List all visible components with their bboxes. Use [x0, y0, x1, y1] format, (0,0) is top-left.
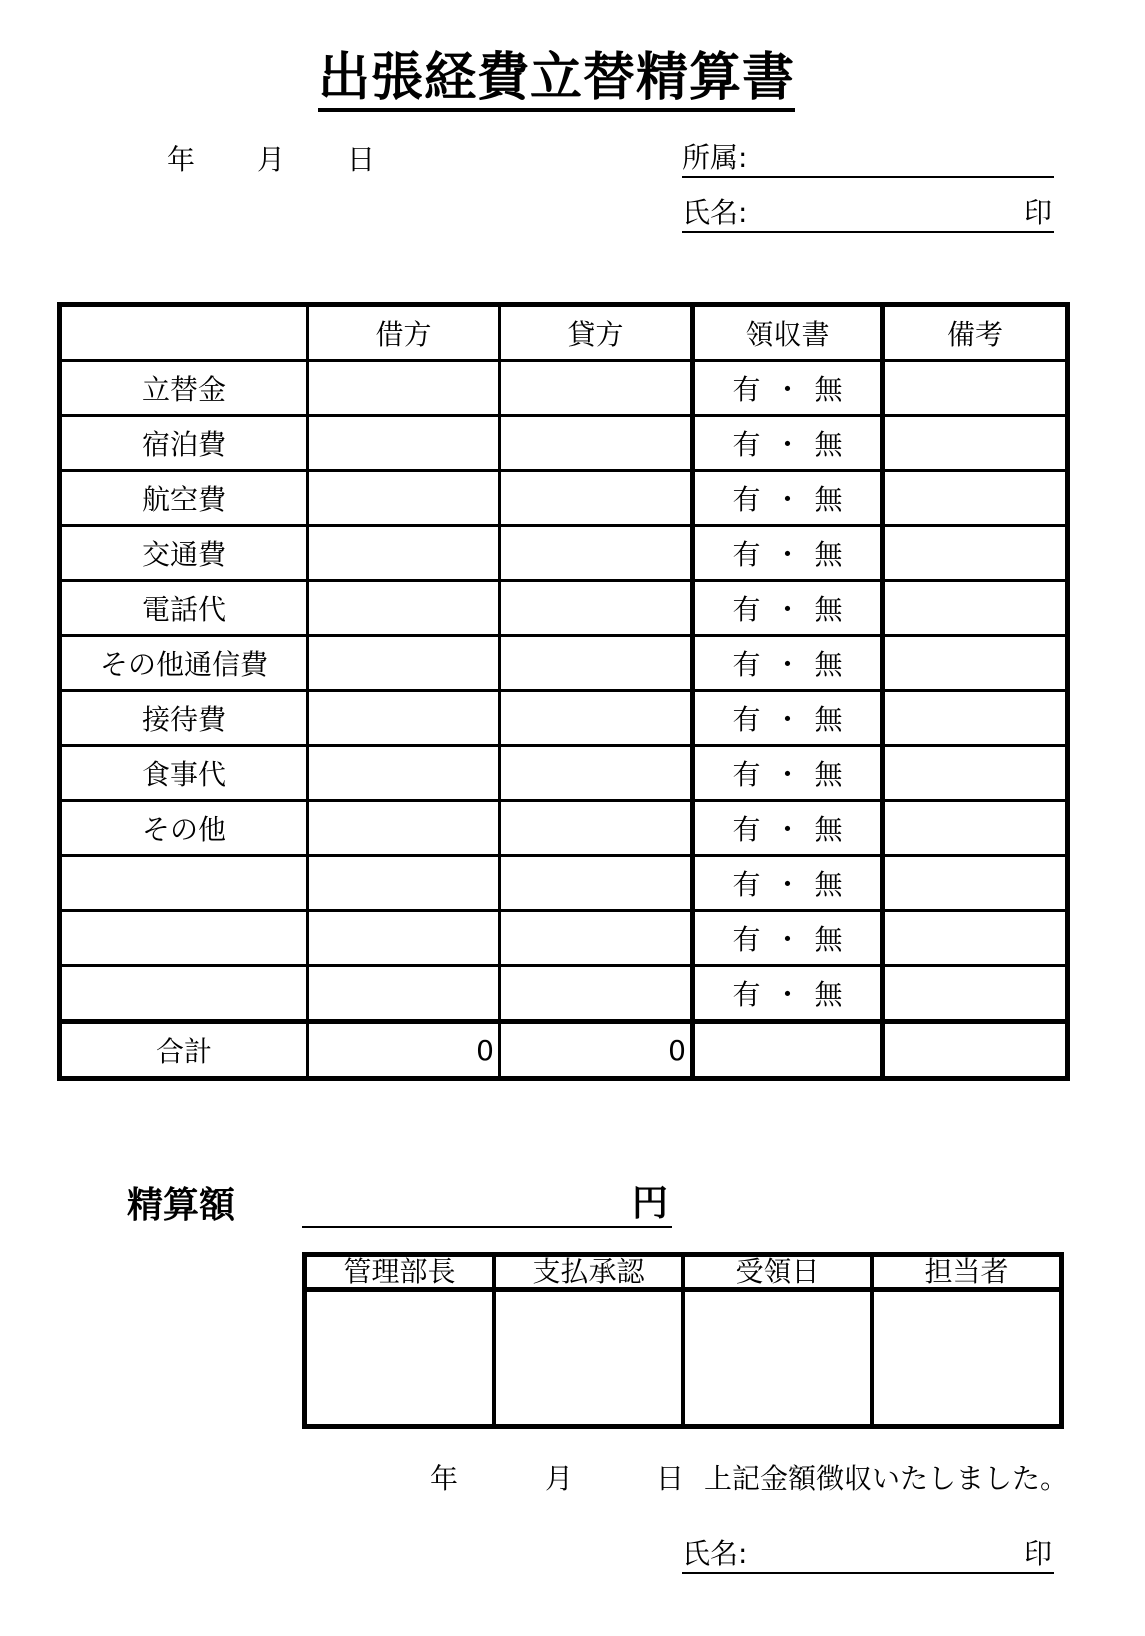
footer-date-month: 月	[545, 1462, 574, 1495]
table-row	[60, 856, 1068, 911]
receipt-no-option[interactable]: 無	[814, 428, 843, 461]
header-cell-credit: 貸方	[500, 305, 693, 361]
receipt-cell	[693, 471, 883, 526]
notes-cell[interactable]	[883, 966, 1068, 1022]
row-label	[60, 911, 308, 966]
date-year-label: 年	[167, 143, 196, 176]
receipt-cell	[693, 911, 883, 966]
page-title: 出張経費立替精算書	[318, 52, 795, 112]
total-label: 合計	[60, 1022, 308, 1079]
receipt-yes-option[interactable]: 有	[732, 813, 761, 846]
credit-cell[interactable]	[500, 691, 693, 746]
approval-stamp-cell[interactable]	[305, 1290, 495, 1427]
receipt-cell	[693, 746, 883, 801]
receipt-cell	[693, 801, 883, 856]
debit-cell[interactable]	[308, 911, 500, 966]
footer-date-year: 年	[430, 1462, 459, 1495]
row-label: 交通費	[60, 526, 308, 581]
table-row	[60, 416, 1068, 471]
total-notes-cell	[883, 1022, 1068, 1079]
header-cell-blank	[60, 305, 308, 361]
receipt-separator: ・	[773, 483, 802, 516]
receipt-no-option[interactable]: 無	[814, 538, 843, 571]
credit-cell[interactable]	[500, 911, 693, 966]
table-row	[60, 911, 1068, 966]
credit-cell[interactable]	[500, 746, 693, 801]
table-row	[60, 526, 1068, 581]
notes-cell[interactable]	[883, 581, 1068, 636]
approval-header-received-date: 受領日	[683, 1255, 872, 1290]
receipt-separator: ・	[773, 813, 802, 846]
date-month-label: 月	[257, 143, 286, 176]
receipt-separator: ・	[773, 923, 802, 956]
row-label: その他	[60, 801, 308, 856]
table-header-row	[60, 305, 1068, 361]
notes-cell[interactable]	[883, 471, 1068, 526]
table-row	[60, 581, 1068, 636]
row-label: 電話代	[60, 581, 308, 636]
credit-cell[interactable]	[500, 801, 693, 856]
credit-cell[interactable]	[500, 416, 693, 471]
approval-stamp-cell[interactable]	[872, 1290, 1062, 1427]
credit-cell[interactable]	[500, 636, 693, 691]
receipt-yes-option[interactable]: 有	[732, 483, 761, 516]
receipt-yes-option[interactable]: 有	[732, 703, 761, 736]
receipt-no-option[interactable]: 無	[814, 978, 843, 1011]
receipt-no-option[interactable]: 無	[814, 758, 843, 791]
receipt-separator: ・	[773, 648, 802, 681]
receipt-yes-option[interactable]: 有	[732, 978, 761, 1011]
receipt-separator: ・	[773, 373, 802, 406]
name-label: 氏名:	[682, 196, 748, 229]
total-credit: 0	[500, 1022, 693, 1079]
receipt-no-option[interactable]: 無	[814, 373, 843, 406]
credit-cell[interactable]	[500, 361, 693, 416]
receipt-separator: ・	[773, 538, 802, 571]
debit-cell[interactable]	[308, 416, 500, 471]
credit-cell[interactable]	[500, 966, 693, 1022]
footer-seal-mark: 印	[1023, 1537, 1052, 1570]
table-row	[60, 636, 1068, 691]
debit-cell[interactable]	[308, 636, 500, 691]
settlement-label: 精算額	[127, 1185, 236, 1226]
notes-cell[interactable]	[883, 691, 1068, 746]
receipt-yes-option[interactable]: 有	[732, 593, 761, 626]
debit-cell[interactable]	[308, 746, 500, 801]
footer-statement: 上記金額徴収いたしました。	[704, 1462, 1069, 1495]
header-cell-debit: 借方	[308, 305, 500, 361]
settlement-amount-field[interactable]	[302, 1183, 672, 1228]
notes-cell[interactable]	[883, 361, 1068, 416]
notes-cell[interactable]	[883, 526, 1068, 581]
receipt-yes-option[interactable]: 有	[732, 373, 761, 406]
row-label	[60, 856, 308, 911]
receipt-yes-option[interactable]: 有	[732, 648, 761, 681]
debit-cell[interactable]	[308, 856, 500, 911]
receipt-yes-option[interactable]: 有	[732, 538, 761, 571]
approval-header-person: 担当者	[872, 1255, 1062, 1290]
name-field[interactable]	[682, 196, 1054, 233]
notes-cell[interactable]	[883, 746, 1068, 801]
credit-cell[interactable]	[500, 526, 693, 581]
receipt-no-option[interactable]: 無	[814, 813, 843, 846]
total-row	[60, 1022, 1068, 1079]
notes-cell[interactable]	[883, 416, 1068, 471]
total-receipt-cell	[693, 1022, 883, 1079]
debit-cell[interactable]	[308, 361, 500, 416]
approval-stamp-cell[interactable]	[494, 1290, 683, 1427]
receipt-separator: ・	[773, 593, 802, 626]
receipt-yes-option[interactable]: 有	[732, 428, 761, 461]
notes-cell[interactable]	[883, 856, 1068, 911]
receipt-no-option[interactable]: 無	[814, 593, 843, 626]
row-label: 宿泊費	[60, 416, 308, 471]
debit-cell[interactable]	[308, 471, 500, 526]
approval-header-manager: 管理部長	[305, 1255, 495, 1290]
receipt-cell	[693, 581, 883, 636]
table-row	[60, 966, 1068, 1022]
footer-name-field[interactable]	[682, 1537, 1054, 1574]
header-cell-notes: 備考	[883, 305, 1068, 361]
credit-cell[interactable]	[500, 581, 693, 636]
receipt-cell	[693, 526, 883, 581]
receipt-yes-option[interactable]: 有	[732, 923, 761, 956]
debit-cell[interactable]	[308, 801, 500, 856]
debit-cell[interactable]	[308, 966, 500, 1022]
notes-cell[interactable]	[883, 801, 1068, 856]
settlement-unit: 円	[631, 1183, 668, 1224]
receipt-cell	[693, 966, 883, 1022]
date-day-label: 日	[347, 143, 376, 176]
approval-stamp-row	[305, 1290, 1062, 1427]
receipt-cell	[693, 691, 883, 746]
receipt-separator: ・	[773, 868, 802, 901]
debit-cell[interactable]	[308, 526, 500, 581]
approval-table	[302, 1252, 1064, 1429]
receipt-cell	[693, 361, 883, 416]
expense-table	[57, 302, 1070, 1081]
receipt-cell	[693, 856, 883, 911]
row-label: 航空費	[60, 471, 308, 526]
header-cell-receipt: 領収書	[693, 305, 883, 361]
receipt-separator: ・	[773, 978, 802, 1011]
notes-cell[interactable]	[883, 911, 1068, 966]
notes-cell[interactable]	[883, 636, 1068, 691]
approval-stamp-cell[interactable]	[683, 1290, 872, 1427]
footer-date-day: 日	[656, 1462, 685, 1495]
receipt-no-option[interactable]: 無	[814, 868, 843, 901]
row-label: 食事代	[60, 746, 308, 801]
receipt-no-option[interactable]: 無	[814, 923, 843, 956]
table-row	[60, 691, 1068, 746]
total-debit: 0	[308, 1022, 500, 1079]
row-label	[60, 966, 308, 1022]
department-field[interactable]	[682, 141, 1054, 178]
department-label: 所属:	[682, 141, 748, 174]
approval-header-row	[305, 1255, 1062, 1290]
row-label: 接待費	[60, 691, 308, 746]
receipt-no-option[interactable]: 無	[814, 483, 843, 516]
receipt-no-option[interactable]: 無	[814, 648, 843, 681]
credit-cell[interactable]	[500, 471, 693, 526]
table-row	[60, 801, 1068, 856]
receipt-separator: ・	[773, 758, 802, 791]
table-row	[60, 471, 1068, 526]
debit-cell[interactable]	[308, 581, 500, 636]
receipt-separator: ・	[773, 703, 802, 736]
receipt-separator: ・	[773, 428, 802, 461]
debit-cell[interactable]	[308, 691, 500, 746]
footer-name-label: 氏名:	[682, 1537, 748, 1570]
row-label: その他通信費	[60, 636, 308, 691]
table-row	[60, 361, 1068, 416]
row-label: 立替金	[60, 361, 308, 416]
table-row	[60, 746, 1068, 801]
approval-header-payment: 支払承認	[494, 1255, 683, 1290]
receipt-no-option[interactable]: 無	[814, 703, 843, 736]
receipt-yes-option[interactable]: 有	[732, 758, 761, 791]
seal-mark: 印	[1023, 196, 1052, 229]
receipt-cell	[693, 416, 883, 471]
credit-cell[interactable]	[500, 856, 693, 911]
receipt-cell	[693, 636, 883, 691]
receipt-yes-option[interactable]: 有	[732, 868, 761, 901]
